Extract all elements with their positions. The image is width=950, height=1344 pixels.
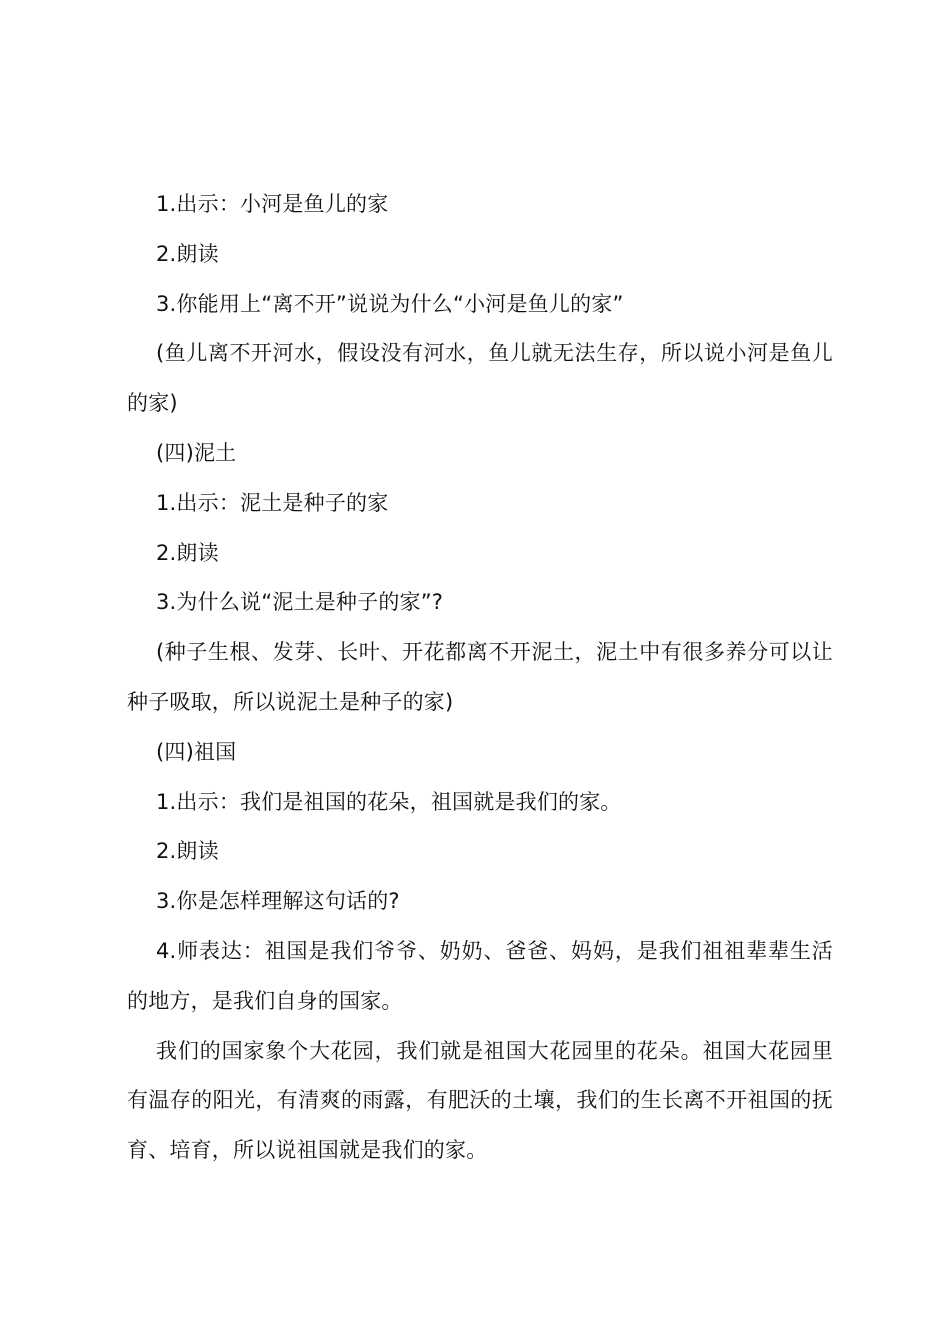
paragraph-8: 3.为什么说“泥土是种子的家”? (156, 590, 444, 615)
paragraph-12: 2.朗读 (156, 839, 219, 864)
section-heading-motherland: (四)祖国 (156, 739, 237, 764)
paragraph-4: (鱼儿离不开河水，假设没有河水，鱼儿就无法生存，所以说小河是鱼儿的家) (127, 341, 833, 416)
paragraph-2: 2.朗读 (156, 241, 219, 266)
paragraph-11: 1.出示：我们是祖国的花朵，祖国就是我们的家。 (156, 789, 622, 814)
paragraph-7: 2.朗读 (156, 540, 219, 565)
document-body (127, 180, 833, 1176)
paragraph-13: 3.你是怎样理解这句话的? (156, 889, 400, 914)
paragraph-3: 3.你能用上“离不开”说说为什么“小河是鱼儿的家” (156, 291, 624, 316)
paragraph-6: 1.出示：泥土是种子的家 (156, 490, 389, 515)
paragraph-14: 4.师表达：祖国是我们爷爷、奶奶、爸爸、妈妈，是我们祖祖辈辈生活的地方，是我们自身的国家。 (127, 938, 833, 1013)
paragraph-9: (种子生根、发芽、长叶、开花都离不开泥土，泥土中有很多养分可以让种子吸取，所以说泥土是种子的家) (127, 640, 833, 714)
paragraph-15: 我们的国家象个大花园，我们就是祖国大花园里的花朵。祖国大花园里有温存的阳光，有清爽的雨露，有肥沃的土壤，我们的生长离不开祖国的抚育、培育，所以说祖国就是我们的家。 (127, 1038, 833, 1163)
paragraph-1: 1.出示：小河是鱼儿的家 (156, 192, 389, 216)
section-heading-mud: (四)泥土 (156, 440, 237, 465)
